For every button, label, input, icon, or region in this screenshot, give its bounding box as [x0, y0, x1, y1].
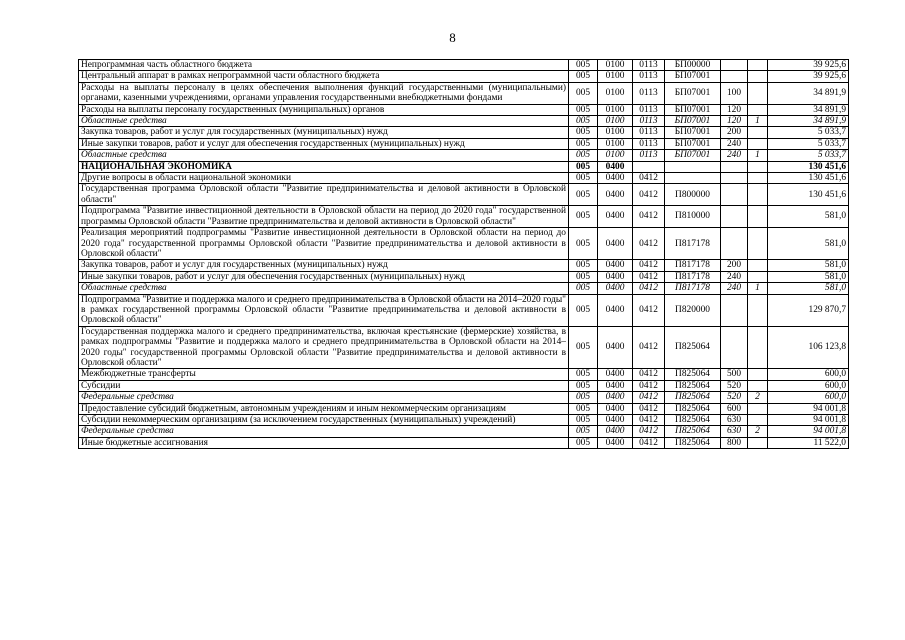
section-code: 0400 — [598, 271, 633, 282]
table-row — [79, 437, 849, 448]
ministry-code: 005 — [569, 415, 598, 426]
target-item-code: П817178 — [665, 228, 721, 260]
target-item-code — [665, 161, 721, 172]
subsection-code: 0113 — [633, 104, 665, 115]
subsection-code: 0412 — [633, 228, 665, 260]
funding-source-code: 2 — [748, 392, 768, 403]
subsection-code: 0113 — [633, 71, 665, 82]
table-row — [79, 326, 849, 369]
section-code: 0400 — [598, 184, 633, 206]
expense-type-code: 200 — [721, 260, 748, 271]
row-name: Предоставление субсидий бюджетным, автономным учреждениям и иным некоммерческим организациям — [79, 403, 569, 414]
ministry-code: 005 — [569, 326, 598, 369]
expense-type-code — [721, 228, 748, 260]
table-row — [79, 369, 849, 380]
subsection-code: 0412 — [633, 184, 665, 206]
amount: 581,0 — [768, 271, 849, 282]
expense-type-code — [721, 161, 748, 172]
row-name: Реализация мероприятий подпрограммы "Развитие инвестиционной деятельности в Орловской области на период до 2020 года" государственной программы Орловской области "Развитие предпринимательства и деловой активности в Орловской области" — [79, 228, 569, 260]
ministry-code: 005 — [569, 294, 598, 326]
amount: 34 891,9 — [768, 82, 849, 104]
section-code: 0100 — [598, 71, 633, 82]
ministry-code: 005 — [569, 104, 598, 115]
row-name: Иные закупки товаров, работ и услуг для обеспечения государственных (муниципальных) нужд — [79, 271, 569, 282]
section-code: 0400 — [598, 173, 633, 184]
row-name: Закупка товаров, работ и услуг для государственных (муниципальных) нужд — [79, 127, 569, 138]
expense-type-code: 240 — [721, 138, 748, 149]
ministry-code: 005 — [569, 437, 598, 448]
ministry-code: 005 — [569, 71, 598, 82]
subsection-code: 0412 — [633, 403, 665, 414]
amount: 130 451,6 — [768, 161, 849, 172]
section-code: 0400 — [598, 326, 633, 369]
row-name: Иные бюджетные ассигнования — [79, 437, 569, 448]
amount: 130 451,6 — [768, 173, 849, 184]
expense-type-code: 120 — [721, 104, 748, 115]
section-code: 0400 — [598, 369, 633, 380]
subsection-code: 0412 — [633, 206, 665, 228]
section-code: 0400 — [598, 161, 633, 172]
section-code: 0400 — [598, 283, 633, 294]
row-name: Субсидии — [79, 380, 569, 391]
subsection-code: 0412 — [633, 415, 665, 426]
row-name: Другие вопросы в области национальной экономики — [79, 173, 569, 184]
funding-source-code — [748, 380, 768, 391]
target-item-code: П825064 — [665, 369, 721, 380]
ministry-code: 005 — [569, 228, 598, 260]
section-code: 0100 — [598, 150, 633, 161]
table-row — [79, 283, 849, 294]
section-code: 0400 — [598, 392, 633, 403]
funding-source-code — [748, 82, 768, 104]
table-row — [79, 184, 849, 206]
row-name: Областные средства — [79, 116, 569, 127]
subsection-code: 0113 — [633, 82, 665, 104]
section-code: 0400 — [598, 260, 633, 271]
funding-source-code — [748, 369, 768, 380]
budget-table — [78, 59, 849, 449]
ministry-code: 005 — [569, 161, 598, 172]
subsection-code: 0113 — [633, 150, 665, 161]
funding-source-code — [748, 260, 768, 271]
amount: 94 001,8 — [768, 426, 849, 437]
funding-source-code — [748, 161, 768, 172]
funding-source-code — [748, 228, 768, 260]
row-name: Субсидии некоммерческим организациям (за исключением государственных (муниципальных) учреждений) — [79, 415, 569, 426]
expense-type-code: 520 — [721, 380, 748, 391]
ministry-code: 005 — [569, 271, 598, 282]
amount: 129 870,7 — [768, 294, 849, 326]
expense-type-code: 600 — [721, 403, 748, 414]
table-row — [79, 294, 849, 326]
funding-source-code — [748, 437, 768, 448]
ministry-code: 005 — [569, 184, 598, 206]
funding-source-code: 1 — [748, 150, 768, 161]
table-row — [79, 138, 849, 149]
amount: 39 925,6 — [768, 60, 849, 71]
section-code: 0400 — [598, 415, 633, 426]
subsection-code: 0113 — [633, 116, 665, 127]
ministry-code: 005 — [569, 260, 598, 271]
expense-type-code: 240 — [721, 283, 748, 294]
section-code: 0100 — [598, 138, 633, 149]
target-item-code — [665, 173, 721, 184]
row-name: Государственная поддержка малого и среднего предпринимательства, включая крестьянские (фермерские) хозяйства, в рамках подпрограммы "Развитие и поддержка малого и среднего предпринимательства в Орловской области на 2014–2020 годы" государственной программы Орловской области "Развитие предпринимательства и деловой активности в Орловской области" — [79, 326, 569, 369]
target-item-code: П825064 — [665, 380, 721, 391]
ministry-code: 005 — [569, 369, 598, 380]
amount: 34 891,9 — [768, 104, 849, 115]
table-row — [79, 392, 849, 403]
row-name: Межбюджетные трансферты — [79, 369, 569, 380]
amount: 581,0 — [768, 283, 849, 294]
target-item-code: П825064 — [665, 392, 721, 403]
funding-source-code — [748, 271, 768, 282]
subsection-code: 0412 — [633, 369, 665, 380]
funding-source-code — [748, 184, 768, 206]
expense-type-code: 240 — [721, 150, 748, 161]
ministry-code: 005 — [569, 82, 598, 104]
row-name: Государственная программа Орловской области "Развитие предпринимательства и деловой активности в Орловской области" — [79, 184, 569, 206]
funding-source-code — [748, 403, 768, 414]
target-item-code: П800000 — [665, 184, 721, 206]
target-item-code: БП07001 — [665, 150, 721, 161]
ministry-code: 005 — [569, 380, 598, 391]
target-item-code: П817178 — [665, 271, 721, 282]
table-row — [79, 104, 849, 115]
funding-source-code: 1 — [748, 283, 768, 294]
subsection-code: 0412 — [633, 294, 665, 326]
table-row — [79, 116, 849, 127]
subsection-code — [633, 161, 665, 172]
expense-type-code — [721, 206, 748, 228]
table-row — [79, 127, 849, 138]
row-name: Закупка товаров, работ и услуг для государственных (муниципальных) нужд — [79, 260, 569, 271]
section-code: 0400 — [598, 426, 633, 437]
amount: 581,0 — [768, 206, 849, 228]
target-item-code: БП00000 — [665, 60, 721, 71]
funding-source-code — [748, 173, 768, 184]
ministry-code: 005 — [569, 403, 598, 414]
expense-type-code — [721, 60, 748, 71]
expense-type-code — [721, 184, 748, 206]
target-item-code: П825064 — [665, 326, 721, 369]
table-row — [79, 150, 849, 161]
row-name: Расходы на выплаты персоналу государственных (муниципальных) органов — [79, 104, 569, 115]
section-code: 0400 — [598, 294, 633, 326]
target-item-code: БП07001 — [665, 82, 721, 104]
row-name: Областные средства — [79, 150, 569, 161]
ministry-code: 005 — [569, 392, 598, 403]
table-row — [79, 206, 849, 228]
table-row — [79, 380, 849, 391]
amount: 5 033,7 — [768, 127, 849, 138]
target-item-code: П825064 — [665, 426, 721, 437]
ministry-code: 005 — [569, 150, 598, 161]
table-row — [79, 403, 849, 414]
row-name: НАЦИОНАЛЬНАЯ ЭКОНОМИКА — [79, 161, 569, 172]
subsection-code: 0412 — [633, 271, 665, 282]
target-item-code: П810000 — [665, 206, 721, 228]
subsection-code: 0412 — [633, 260, 665, 271]
funding-source-code — [748, 127, 768, 138]
section-code: 0100 — [598, 116, 633, 127]
expense-type-code: 240 — [721, 271, 748, 282]
amount: 581,0 — [768, 228, 849, 260]
target-item-code: П825064 — [665, 403, 721, 414]
funding-source-code: 1 — [748, 116, 768, 127]
amount: 600,0 — [768, 392, 849, 403]
amount: 34 891,9 — [768, 116, 849, 127]
row-name: Центральный аппарат в рамках непрограммной части областного бюджета — [79, 71, 569, 82]
section-code: 0400 — [598, 228, 633, 260]
expense-type-code: 120 — [721, 116, 748, 127]
ministry-code: 005 — [569, 138, 598, 149]
table-row — [79, 60, 849, 71]
section-code: 0400 — [598, 380, 633, 391]
budget-table-body — [79, 60, 849, 449]
page-number: 8 — [449, 30, 456, 45]
subsection-code: 0113 — [633, 127, 665, 138]
table-row — [79, 161, 849, 172]
row-name: Областные средства — [79, 283, 569, 294]
funding-source-code — [748, 104, 768, 115]
section-code: 0100 — [598, 82, 633, 104]
expense-type-code: 500 — [721, 369, 748, 380]
funding-source-code — [748, 326, 768, 369]
amount: 106 123,8 — [768, 326, 849, 369]
expense-type-code — [721, 173, 748, 184]
table-row — [79, 82, 849, 104]
subsection-code: 0412 — [633, 437, 665, 448]
subsection-code: 0412 — [633, 326, 665, 369]
table-row — [79, 271, 849, 282]
expense-type-code: 630 — [721, 426, 748, 437]
amount: 600,0 — [768, 369, 849, 380]
row-name: Расходы на выплаты персоналу в целях обеспечения выполнения функций государственными (муниципальными) органами, казенными учреждениями, органами управления государственными внебюджетными фондами — [79, 82, 569, 104]
target-item-code: П820000 — [665, 294, 721, 326]
expense-type-code: 800 — [721, 437, 748, 448]
target-item-code: БП07001 — [665, 127, 721, 138]
section-code: 0400 — [598, 206, 633, 228]
table-row — [79, 228, 849, 260]
subsection-code: 0412 — [633, 283, 665, 294]
funding-source-code — [748, 206, 768, 228]
target-item-code: П817178 — [665, 283, 721, 294]
target-item-code: П825064 — [665, 437, 721, 448]
section-code: 0100 — [598, 60, 633, 71]
table-row — [79, 260, 849, 271]
amount: 600,0 — [768, 380, 849, 391]
expense-type-code — [721, 326, 748, 369]
section-code: 0100 — [598, 127, 633, 138]
expense-type-code — [721, 71, 748, 82]
target-item-code: БП07001 — [665, 71, 721, 82]
target-item-code: БП07001 — [665, 116, 721, 127]
amount: 5 033,7 — [768, 150, 849, 161]
amount: 581,0 — [768, 260, 849, 271]
amount: 39 925,6 — [768, 71, 849, 82]
subsection-code: 0412 — [633, 380, 665, 391]
ministry-code: 005 — [569, 283, 598, 294]
table-row — [79, 426, 849, 437]
funding-source-code — [748, 415, 768, 426]
amount: 5 033,7 — [768, 138, 849, 149]
ministry-code: 005 — [569, 127, 598, 138]
table-row — [79, 71, 849, 82]
subsection-code: 0113 — [633, 60, 665, 71]
expense-type-code: 630 — [721, 415, 748, 426]
expense-type-code: 200 — [721, 127, 748, 138]
row-name: Федеральные средства — [79, 426, 569, 437]
table-row — [79, 415, 849, 426]
table-row — [79, 173, 849, 184]
row-name: Непрограммная часть областного бюджета — [79, 60, 569, 71]
funding-source-code — [748, 138, 768, 149]
ministry-code: 005 — [569, 173, 598, 184]
section-code: 0100 — [598, 104, 633, 115]
expense-type-code — [721, 294, 748, 326]
amount: 11 522,0 — [768, 437, 849, 448]
row-name: Иные закупки товаров, работ и услуг для обеспечения государственных (муниципальных) нужд — [79, 138, 569, 149]
expense-type-code: 100 — [721, 82, 748, 104]
row-name: Подпрограмма "Развитие инвестиционной деятельности в Орловской области на период до 2020 года" государственной программы Орловской области "Развитие предпринимательства и деловой активности в Орловской области" — [79, 206, 569, 228]
amount: 130 451,6 — [768, 184, 849, 206]
target-item-code: П825064 — [665, 415, 721, 426]
funding-source-code — [748, 294, 768, 326]
subsection-code: 0412 — [633, 426, 665, 437]
amount: 94 001,8 — [768, 415, 849, 426]
section-code: 0400 — [598, 437, 633, 448]
funding-source-code: 2 — [748, 426, 768, 437]
funding-source-code — [748, 71, 768, 82]
amount: 94 001,8 — [768, 403, 849, 414]
subsection-code: 0113 — [633, 138, 665, 149]
subsection-code: 0412 — [633, 392, 665, 403]
ministry-code: 005 — [569, 206, 598, 228]
subsection-code: 0412 — [633, 173, 665, 184]
section-code: 0400 — [598, 403, 633, 414]
ministry-code: 005 — [569, 116, 598, 127]
target-item-code: П817178 — [665, 260, 721, 271]
ministry-code: 005 — [569, 60, 598, 71]
funding-source-code — [748, 60, 768, 71]
target-item-code: БП07001 — [665, 104, 721, 115]
target-item-code: БП07001 — [665, 138, 721, 149]
row-name: Федеральные средства — [79, 392, 569, 403]
ministry-code: 005 — [569, 426, 598, 437]
row-name: Подпрограмма "Развитие и поддержка малого и среднего предпринимательства в Орловской области на 2014–2020 годы" в рамках государственной программы Орловской области "Развитие предпринимательства и деловой активности в Орловской области" — [79, 294, 569, 326]
expense-type-code: 520 — [721, 392, 748, 403]
